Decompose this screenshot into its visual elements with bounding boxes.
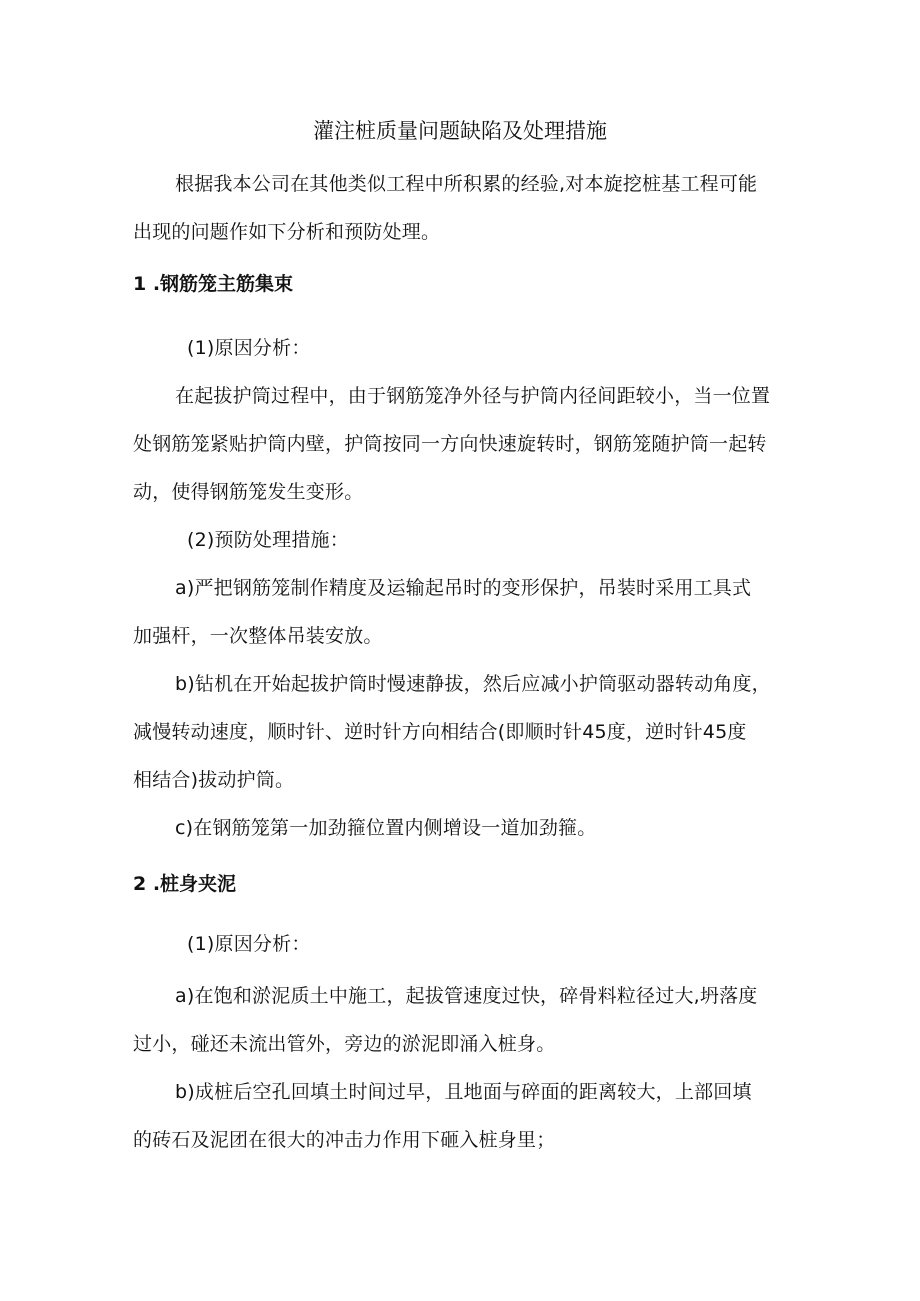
measure-a-line-2: 加强杆，一次整体吊装安放。 [133,625,383,647]
cause-b-line-2: 的砖石及泥团在很大的冲击力作用下砸入桩身里； [133,1129,556,1151]
document-title: 灌注桩质量问题缺陷及处理措施 [313,119,607,143]
intro-line-1: 根据我本公司在其他类似工程中所积累的经验,对本旋挖桩基工程可能 [175,173,758,195]
section-1-cause-line-2: 处钢筋笼紧贴护筒内壁，护筒按同一方向快速旋转时，钢筋笼随护筒一起转 [133,433,767,455]
section-1-prevention-label: (2)预防处理措施： [187,529,349,551]
measure-c-line: c)在钢筋笼第一加劲箍位置内侧增设一道加劲箍。 [175,817,597,839]
section-1-cause-line-1: 在起拔护筒过程中，由于钢筋笼净外径与护筒内径间距较小，当一位置 [175,385,771,407]
section-2-cause-label: (1)原因分析： [187,933,311,955]
section-1-heading: 1 .钢筋笼主筋集束 [133,273,294,295]
cause-a-line-2: 过小，碰还未流出管外，旁边的淤泥即涌入桩身。 [133,1033,556,1055]
cause-b-line-1: b)成桩后空孔回填土时间过早，且地面与碎面的距离较大，上部回填 [175,1081,752,1103]
section-1-cause-line-3: 动，使得钢筋笼发生变形。 [133,481,364,503]
section-1-cause-label: (1)原因分析： [187,337,311,359]
intro-line-2: 出现的问题作如下分析和预防处理。 [133,221,441,243]
measure-b-line-1: b)钻机在开始起拔护筒时慢速静拔，然后应减小护筒驱动器转动角度， [175,673,771,695]
measure-b-line-2: 减慢转动速度，顺时针、逆时针方向相结合(即顺时针45度，逆时针45度 [133,721,747,743]
measure-a-line-1: a)严把钢筋笼制作精度及运输起吊时的变形保护，吊装时采用工具式 [175,577,752,599]
section-2-heading: 2 .桩身夹泥 [133,873,237,895]
measure-b-line-3: 相结合)拔动护筒。 [133,769,295,791]
cause-a-line-1: a)在饱和淤泥质土中施工，起拔管速度过快，碎骨料粒径过大,坍落度 [175,985,758,1007]
